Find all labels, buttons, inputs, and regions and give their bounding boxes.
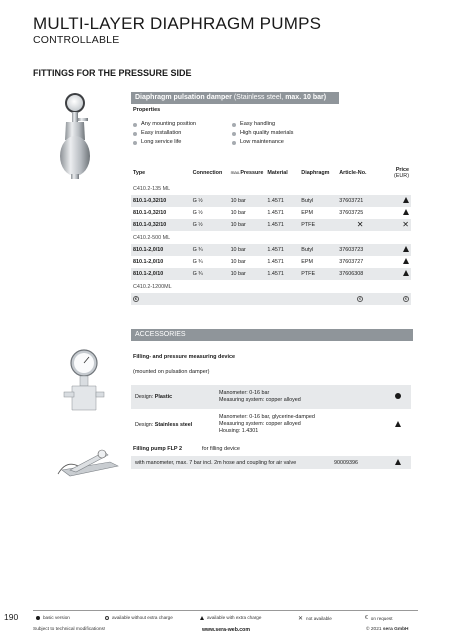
table-row xyxy=(131,293,411,305)
table-header-row xyxy=(131,164,411,182)
table-row xyxy=(131,219,411,231)
col-header-connection: Connection xyxy=(192,170,223,176)
legend-no-charge xyxy=(105,615,173,620)
basic-version-icon xyxy=(36,616,40,620)
device-label: Filling- and pressure measuring device xyxy=(133,354,236,360)
cell-diaphragm: Butyl xyxy=(299,195,337,207)
damper-banner-material: (Stainless steel, xyxy=(233,94,284,101)
damper-spec-table xyxy=(131,164,411,305)
cell-connection: G ¾ xyxy=(191,244,229,256)
cell-type: 810.1-2,0/10 xyxy=(131,268,191,280)
extra-charge-icon xyxy=(403,270,409,276)
pump-description: with manometer, max. 7 bar incl. 2m hose and coupling for air valve xyxy=(135,459,297,466)
properties-list-right xyxy=(232,120,293,147)
cell-diaphragm: EPM xyxy=(301,210,313,216)
on-request-icon: € xyxy=(135,297,137,301)
cell-pressure: 10 bar xyxy=(229,244,266,256)
design-material: Plastic xyxy=(154,394,173,400)
device-note: (mounted on pulsation damper) xyxy=(133,369,210,375)
cell-pressure: 10 bar xyxy=(229,268,266,280)
col-header-price xyxy=(383,164,411,182)
property-item: High quality materials xyxy=(232,129,293,138)
cell-connection: G ½ xyxy=(191,195,229,207)
col-header-pressure-label: Pressure xyxy=(240,170,264,176)
filling-pump-image xyxy=(56,440,128,480)
properties-label: Properties xyxy=(133,107,161,113)
cell-pressure: 10 bar xyxy=(229,219,266,231)
manometer-device-image xyxy=(62,348,110,416)
cell-material: 1.4571 xyxy=(265,268,299,280)
accessories-banner: ACCESSORIES xyxy=(131,329,413,341)
cell-type xyxy=(131,293,191,305)
copyright xyxy=(366,627,408,632)
design-spec-line: Housing: 1.4301 xyxy=(219,428,259,434)
extra-charge-icon xyxy=(395,459,401,467)
extra-charge-icon xyxy=(200,616,204,620)
extra-charge-icon xyxy=(403,197,409,203)
not-available-icon: ✕ xyxy=(298,616,304,622)
cell-diaphragm: PTFE xyxy=(299,219,337,231)
col-header-article: Article-No. xyxy=(339,170,367,176)
on-request-icon: € xyxy=(365,615,368,621)
cell-connection: G ¾ xyxy=(191,268,229,280)
extra-charge-icon xyxy=(395,421,401,429)
cell-material: 1.4571 xyxy=(267,210,284,216)
copyright-year: © 2021 xyxy=(366,627,382,632)
extra-charge-icon xyxy=(403,209,409,215)
not-available-icon: ✕ xyxy=(383,219,411,231)
page-subtitle: CONTROLLABLE xyxy=(33,34,120,46)
group-label: C410.2-1200ML xyxy=(133,283,172,290)
group-label: C410.2-135 ML xyxy=(133,185,171,192)
design-spec-line: Measuring system: copper alloyed xyxy=(219,421,301,427)
footer-divider xyxy=(33,610,418,611)
legend-on-request xyxy=(365,615,393,621)
extra-charge-icon xyxy=(403,246,409,252)
cell-type: 810.1-0,32/10 xyxy=(133,210,167,216)
col-header-diaphragm: Diaphragm xyxy=(301,170,330,176)
cell-diaphragm: EPM xyxy=(301,259,313,265)
damper-banner-pressure: max. 10 bar) xyxy=(285,94,327,101)
website-link[interactable]: www.sera-web.com xyxy=(202,627,250,633)
page-number: 190 xyxy=(4,612,19,622)
pump-row xyxy=(131,456,411,469)
cell-article: 37603723 xyxy=(337,244,383,256)
legend-not-available xyxy=(298,615,332,622)
cell-material: 1.4571 xyxy=(265,244,299,256)
design-row-stainless xyxy=(131,411,411,439)
no-extra-charge-icon xyxy=(105,616,109,620)
legend-text: on request xyxy=(370,615,393,621)
table-row xyxy=(131,195,411,207)
property-item: Low maintenance xyxy=(232,138,293,147)
design-row-plastic xyxy=(131,385,411,409)
table-row xyxy=(131,256,411,268)
design-label-prefix: Design: xyxy=(135,422,154,428)
property-item: Any mounting position xyxy=(133,120,196,129)
col-header-pressure-prefix: max. xyxy=(230,170,241,175)
on-request-icon: € xyxy=(405,297,407,301)
cell-price xyxy=(383,293,411,305)
cell-diaphragm: PTFE xyxy=(299,268,337,280)
legend-text: basic version xyxy=(43,615,70,620)
col-header-price-label: Price xyxy=(395,167,409,173)
pulsation-damper-image xyxy=(58,92,104,180)
design-label xyxy=(135,422,192,428)
section-title: FITTINGS FOR THE PRESSURE SIDE xyxy=(33,68,192,78)
cell-type: 810.1-0,32/10 xyxy=(131,195,191,207)
design-label xyxy=(135,394,172,400)
cell-price xyxy=(383,207,411,219)
cell-price xyxy=(383,268,411,280)
property-item: Long service life xyxy=(133,138,196,147)
legend-text: available without extra charge xyxy=(112,615,173,620)
cell-article: 37606308 xyxy=(337,268,383,280)
cell-price xyxy=(383,256,411,268)
cell-type: 810.1-2,0/10 xyxy=(133,259,164,265)
table-row xyxy=(131,244,411,256)
disclaimer: Subject to technical modifications! xyxy=(33,627,106,632)
cell-material: 1.4571 xyxy=(265,219,299,231)
legend-basic xyxy=(36,615,70,620)
cell-pressure: 10 bar xyxy=(230,210,246,216)
cell-article: 37603721 xyxy=(337,195,383,207)
legend-text: not available xyxy=(306,616,332,621)
table-row xyxy=(131,268,411,280)
pump-article: 90009396 xyxy=(334,459,358,466)
cell-article: 37603725 xyxy=(339,210,364,216)
cell-connection: G ½ xyxy=(192,210,203,216)
cell-article xyxy=(337,293,383,305)
page-title: MULTI-LAYER DIAPHRAGM PUMPS xyxy=(33,14,322,33)
table-group-row xyxy=(131,280,411,293)
design-label-prefix: Design: xyxy=(135,394,154,400)
cell-material: 1.4571 xyxy=(265,195,299,207)
company-name: sera GmbH xyxy=(382,627,409,632)
design-specs xyxy=(219,390,301,404)
cell-price xyxy=(383,244,411,256)
cell-connection: G ½ xyxy=(191,219,229,231)
table-row xyxy=(131,207,411,219)
design-spec-line: Manometer: 0-16 bar, glycerine-damped xyxy=(219,414,315,420)
col-header-pressure xyxy=(229,164,266,182)
design-specs xyxy=(219,414,315,435)
damper-banner xyxy=(131,92,339,104)
property-item: Easy handling xyxy=(232,120,293,129)
cell-type: 810.1-2,0/10 xyxy=(131,244,191,256)
design-material: Stainless steel xyxy=(154,422,193,428)
col-header-type: Type xyxy=(133,170,146,176)
on-request-icon: € xyxy=(359,297,362,301)
cell-material: 1.4571 xyxy=(267,259,284,265)
cell-price xyxy=(383,195,411,207)
cell-connection: G ¾ xyxy=(192,259,203,265)
damper-banner-title: Diaphragm pulsation damper xyxy=(135,94,232,101)
legend-text: available with extra charge xyxy=(207,615,262,620)
legend-extra-charge xyxy=(200,615,261,620)
not-available-icon: ✕ xyxy=(337,219,383,231)
cell-pressure: 10 bar xyxy=(230,259,246,265)
cell-type: 810.1-0,32/10 xyxy=(131,219,191,231)
col-header-material: Material xyxy=(267,170,288,176)
design-spec-line: Measuring system: copper alloyed xyxy=(219,397,301,403)
extra-charge-icon xyxy=(403,258,409,264)
table-group-row xyxy=(131,182,411,195)
pump-label: Filling pump FLP 2 xyxy=(133,446,183,452)
cell-pressure: 10 bar xyxy=(229,195,266,207)
basic-version-icon xyxy=(395,393,401,401)
group-label: C410.2-500 ML xyxy=(133,234,171,241)
col-header-price-unit: (EUR) xyxy=(394,173,409,179)
cell-article: 37603727 xyxy=(339,259,364,265)
table-group-row xyxy=(131,231,411,244)
property-item: Easy installation xyxy=(133,129,196,138)
cell-diaphragm: Butyl xyxy=(299,244,337,256)
pump-for: for filling device xyxy=(202,446,240,452)
design-spec-line: Manometer: 0-16 bar xyxy=(219,390,270,396)
properties-list-left xyxy=(133,120,196,147)
